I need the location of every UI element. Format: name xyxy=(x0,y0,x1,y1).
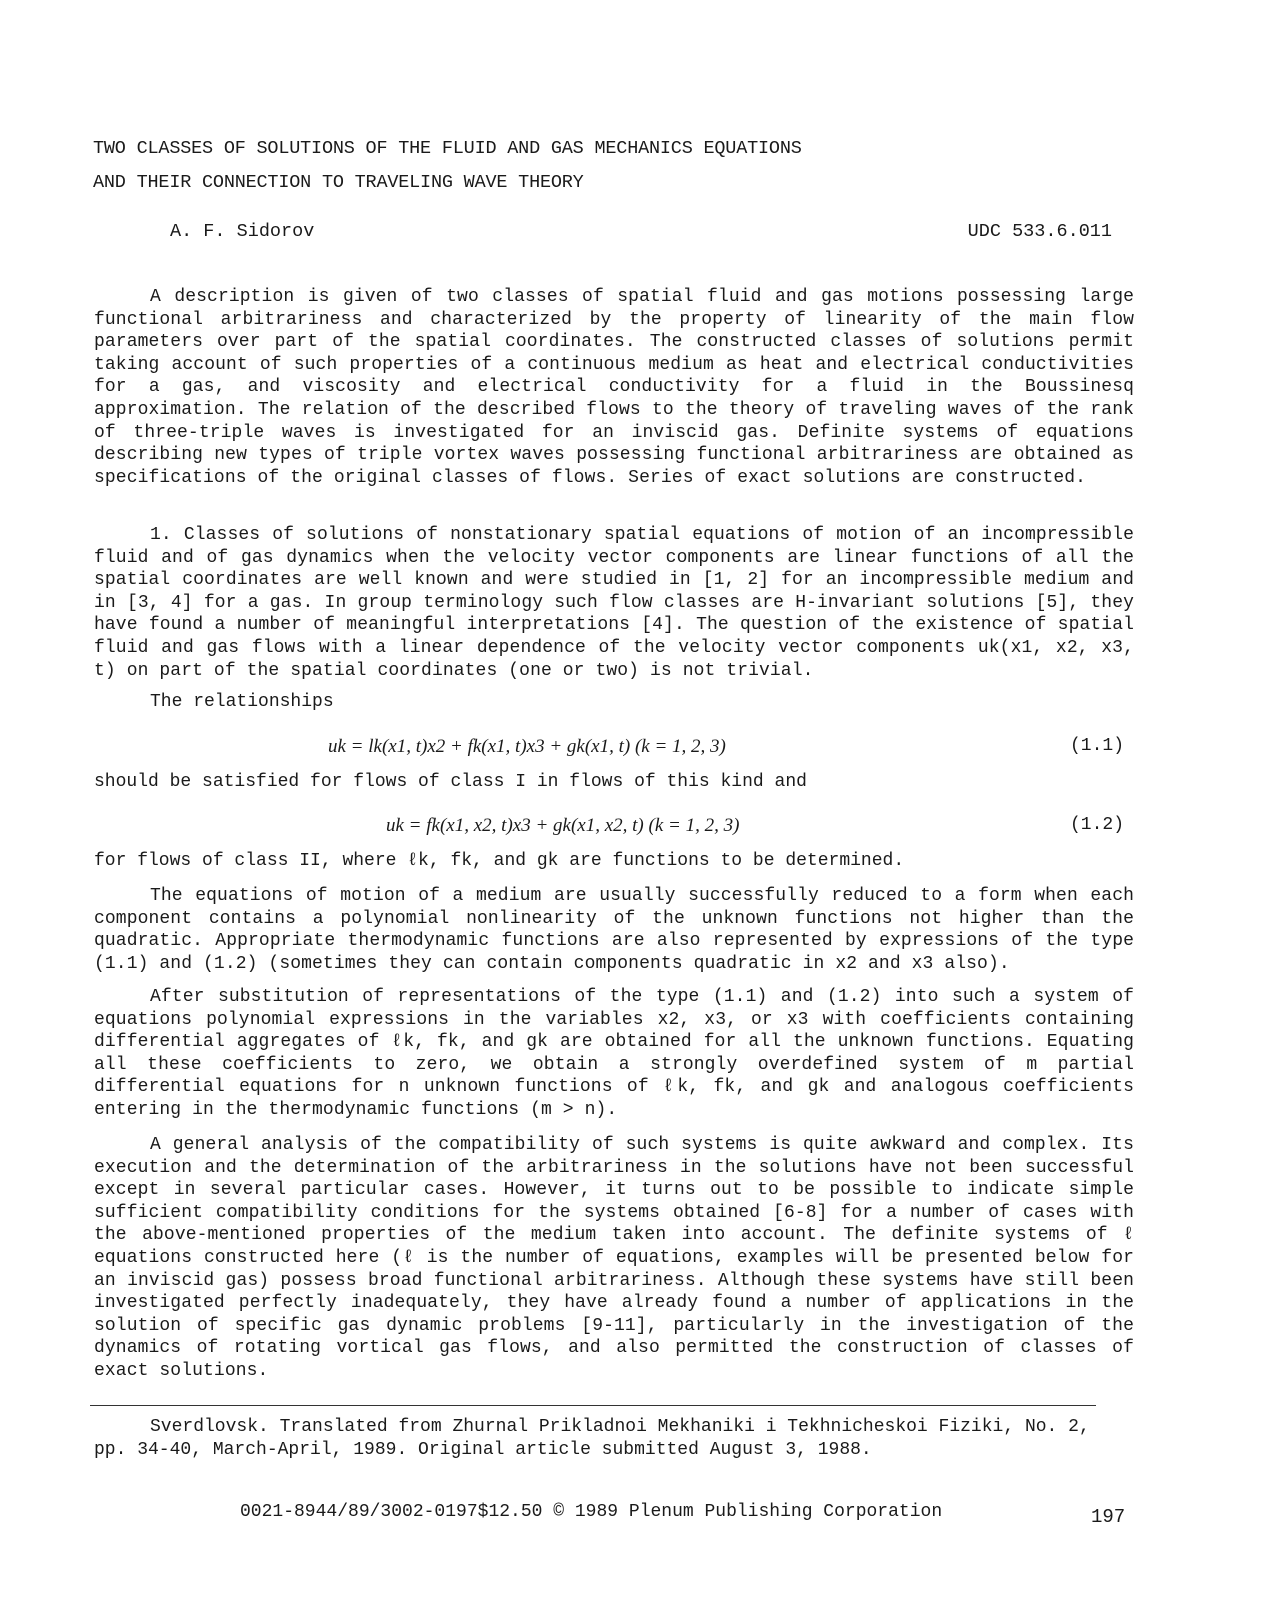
footnote: Sverdlovsk. Translated from Zhurnal Prikladnoi Mekhaniki i Tekhnicheskoi Fiziki, No. 2, pp. 34-40, March-April, 1989. Original article submitted August 3, 1988. xyxy=(94,1417,1090,1460)
paragraph-substitution: After substitution of representations of the type (1.1) and (1.2) into such a system of equations polynomial expressions in the variables x2, x3, or x3 with coefficients containing differential aggregates of ℓk, fk, and gk are obtained for all the unknown functions. Equating all these coefficients to zero, we obtain a strongly overdefined system of m partial differential equations for n unknown functions of ℓk, fk, and gk and analogous coefficients entering in the thermodynamic functions (m > n). xyxy=(94,987,1134,1120)
paragraph-analysis: A general analysis of the compatibility of such systems is quite awkward and complex. Its execution and the determination of the arbitrariness in the solutions have not been successful except in several particular cases. However, it turns out to be possible to indicate simple sufficient compatibility conditions for the systems obtained [6-8] for a number of cases with the above-mentioned properties of the medium taken into account. The definite systems of ℓ equations constructed here (ℓ is the number of equations, examples will be presented below for an inviscid gas) possess broad functional arbitrariness. Although these systems have still been investigated perfectly inadequately, they have already found a number of applications in the solution of specific gas dynamic problems [9-11], particularly in the investigation of the dynamics of rotating vortical gas flows, and also permitted the construction of classes of exact solutions. xyxy=(94,1135,1134,1381)
title-line-1: TWO CLASSES OF SOLUTIONS OF THE FLUID AND GAS MECHANICS EQUATIONS xyxy=(93,138,802,159)
udc-code: UDC 533.6.011 xyxy=(967,221,1112,242)
class-2-text: for flows of class II, where ℓk, fk, and gk are functions to be determined. xyxy=(94,851,905,871)
relationships-label: The relationships xyxy=(150,692,334,712)
equation-1-1-number: (1.1) xyxy=(1069,736,1124,756)
section-1-intro: 1. Classes of solutions of nonstationary spatial equations of motion of an incompressible fluid and of gas dynamics when the velocity vector components are linear functions of all the spatial coordinates are well known and were studied in [1, 2] for an incompressible medium and in [3, 4] for a gas. In group terminology such flow classes are H-invariant solutions [5], they have found a number of meaningful interpretations [4]. The question of the existence of spatial fluid and gas flows with a linear dependence of the velocity vector components uk(x1, x2, x3, t) on part of the spatial coordinates (one or two) is not trivial. xyxy=(94,525,1134,681)
equation-1-1-formula: uk = lk(x1, t)x2 + fk(x1, t)x3 + gk(x1, t) (k = 1, 2, 3) xyxy=(328,736,726,757)
title-line-2: AND THEIR CONNECTION TO TRAVELING WAVE THEORY xyxy=(93,172,584,193)
copyright-footer: 0021-8944/89/3002-0197$12.50 © 1989 Plenum Publishing Corporation xyxy=(240,1502,943,1522)
paragraph-motion: The equations of motion of a medium are usually successfully reduced to a form when each component contains a polynomial nonlinearity of the unknown functions not higher than the quadratic. Appropriate thermodynamic functions are also represented by expressions of the type (1.1) and (1.2) (sometimes they can contain components quadratic in x2 and x3 also). xyxy=(94,886,1134,974)
equation-1-2-number: (1.2) xyxy=(1069,815,1124,835)
abstract: A description is given of two classes of spatial fluid and gas motions possessing large functional arbitrariness and characterized by the property of linearity of the main flow parameters over part of the spatial coordinates. The constructed classes of solutions permit taking account of such properties of a continuous medium as heat and electrical conductivities for a gas, and viscosity and electrical conductivity for a fluid in the Boussinesq approximation. The relation of the described flows to the theory of traveling waves of the rank of three-triple waves is investigated for an inviscid gas. Definite systems of equations describing new types of triple vortex waves possessing functional arbitrariness are obtained as specifications of the original classes of flows. Series of exact solutions are constructed. xyxy=(94,287,1134,488)
equation-1-2 xyxy=(94,815,1124,841)
page-number: 197 xyxy=(1091,1506,1126,1528)
equation-1-1 xyxy=(94,736,1124,762)
class-1-text: should be satisfied for flows of class I in flows of this kind and xyxy=(94,772,807,792)
author: A. F. Sidorov xyxy=(170,221,315,242)
equation-1-2-formula: uk = fk(x1, x2, t)x3 + gk(x1, x2, t) (k = 1, 2, 3) xyxy=(386,815,740,836)
footnote-divider xyxy=(90,1405,1096,1406)
